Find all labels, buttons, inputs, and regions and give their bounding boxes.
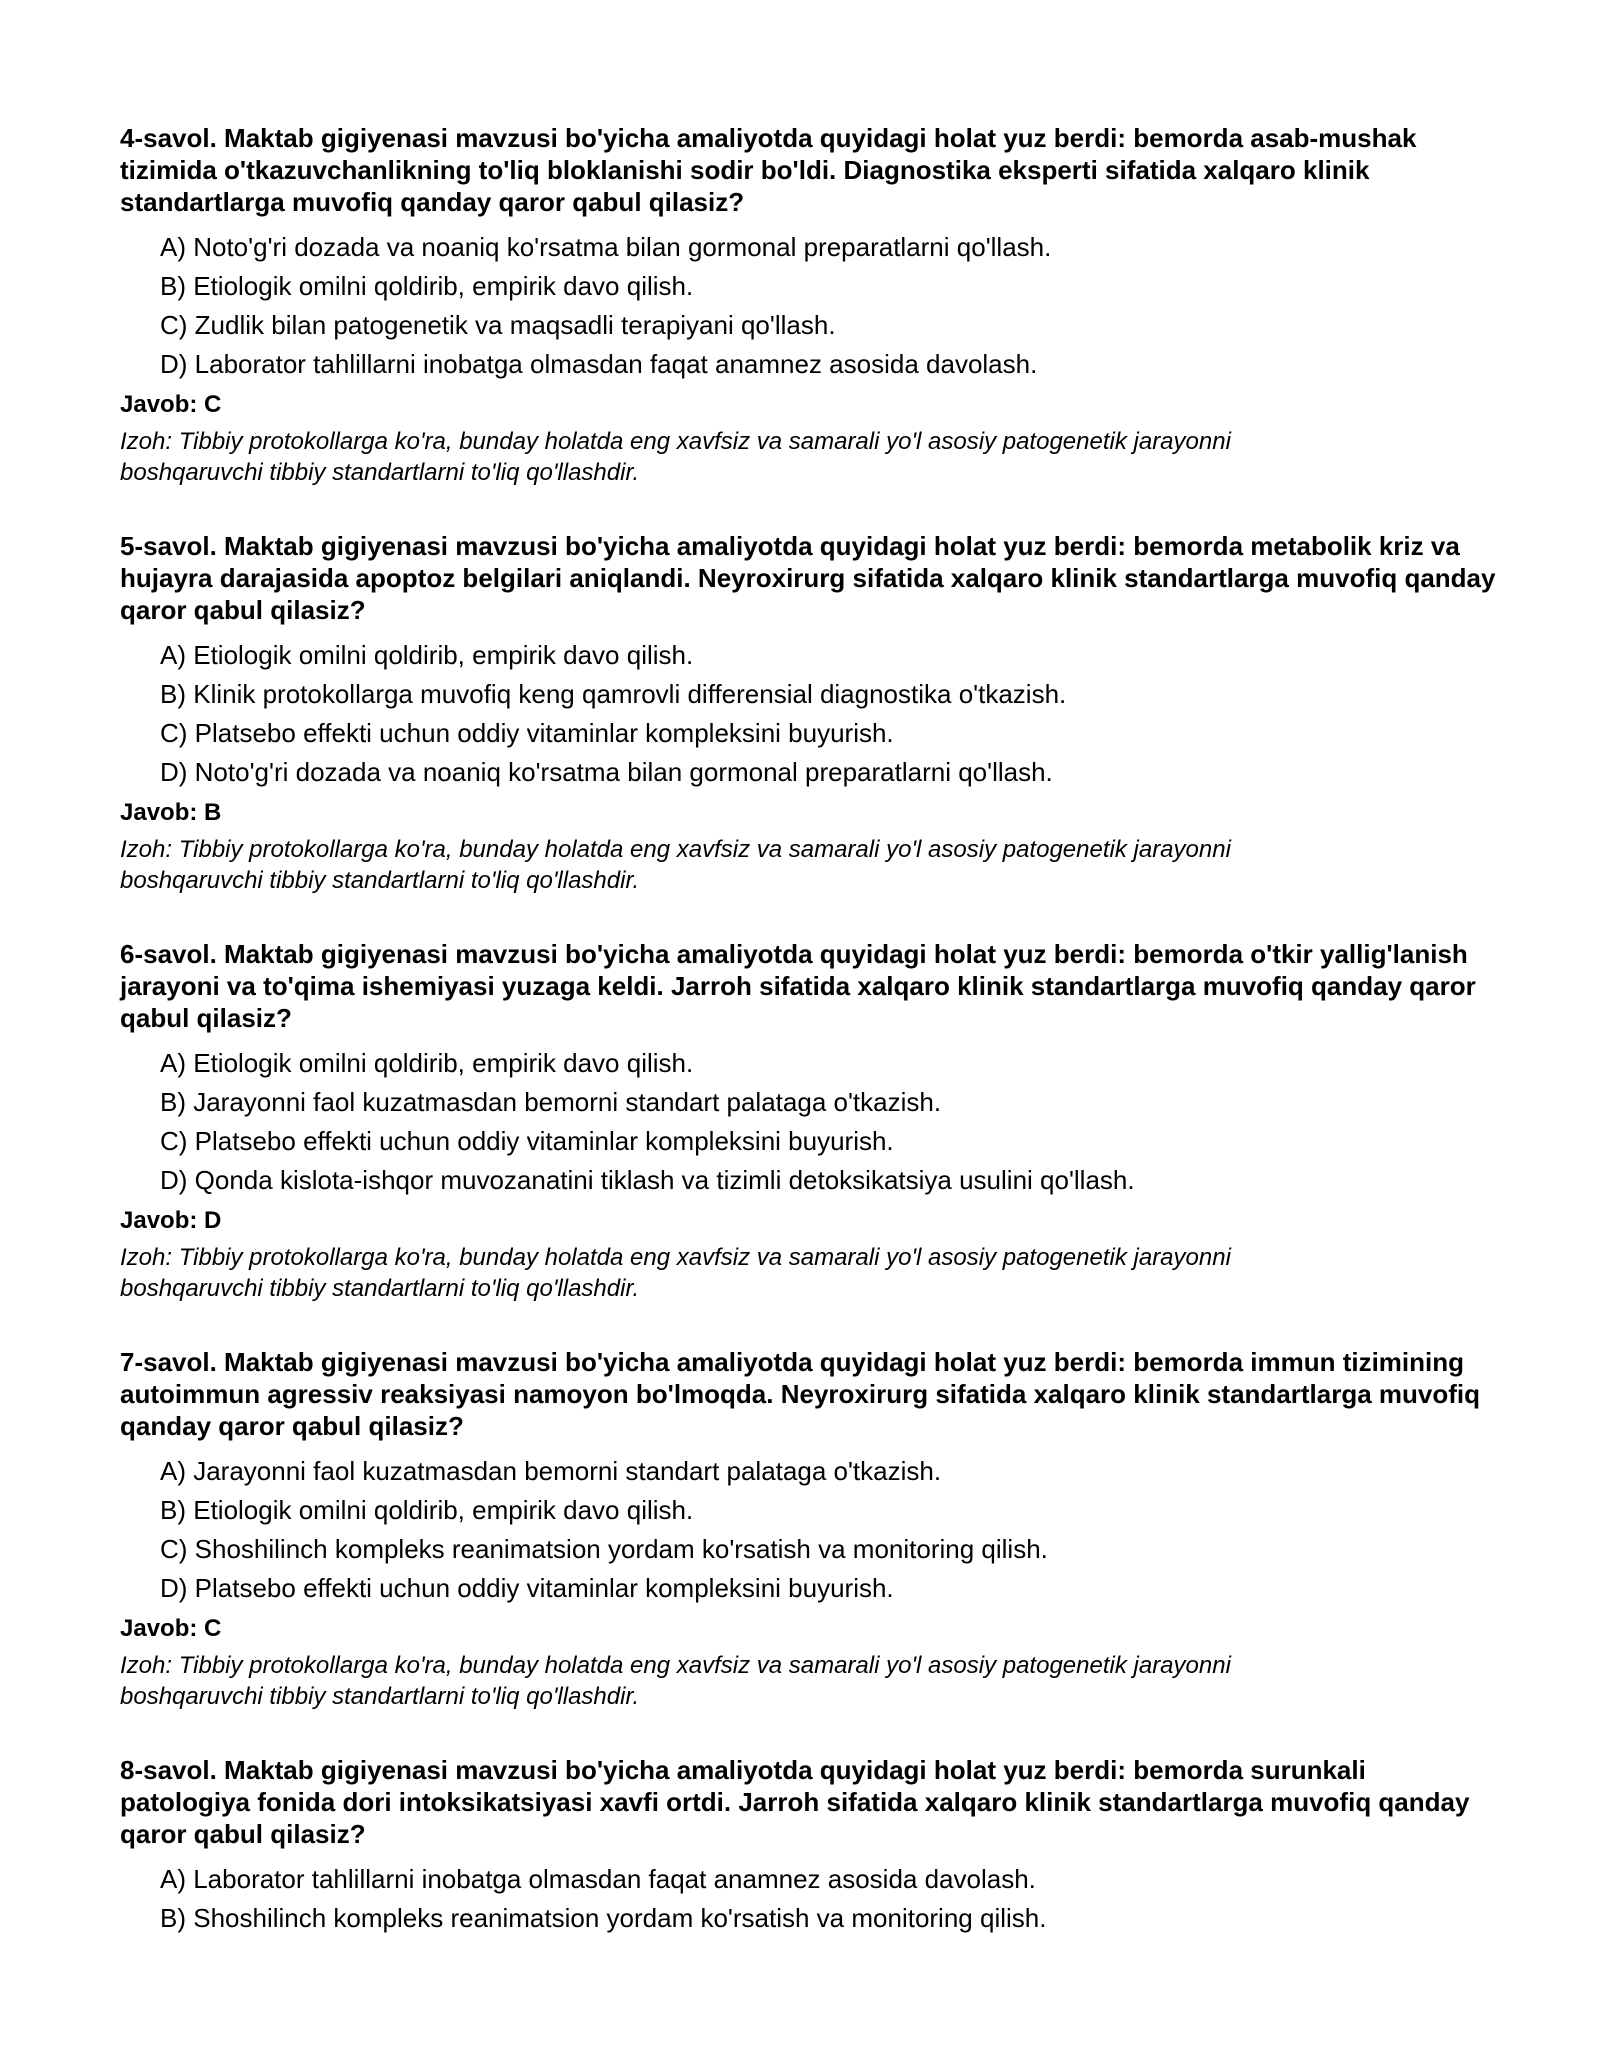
question-title: 4-savol. Maktab gigiyenasi mavzusi bo'yicha amaliyotda quyidagi holat yuz berdi: bemorda asab-mushak tizimida o'tkazuvchanlikning to'liq bloklanishi sodir bo'ldi. Diagnostika eksperti sifatida xalqaro klinik standartlarga muvofiq qanday qaror qabul qilasiz? (120, 123, 1417, 217)
option-c: C) Zudlik bilan patogenetik va maqsadli terapiyani qo'llash. (160, 310, 836, 340)
answer-label: Javob: C (120, 1615, 222, 1642)
options-list (120, 228, 1500, 384)
option-d: D) Laborator tahlillarni inobatga olmasdan faqat anamnez asosida davolash. (160, 349, 1038, 379)
option-d: D) Platsebo effekti uchun oddiy vitaminlar kompleksini buyurish. (160, 1573, 894, 1603)
option-b: B) Etiologik omilni qoldirib, empirik davo qilish. (160, 1495, 694, 1525)
question-block (120, 122, 1500, 488)
option-b: B) Shoshilinch kompleks reanimatsion yordam ko'rsatish va monitoring qilish. (160, 1903, 1047, 1933)
option-b: B) Etiologik omilni qoldirib, empirik davo qilish. (160, 271, 694, 301)
option-b: B) Jarayonni faol kuzatmasdan bemorni standart palataga o'tkazish. (160, 1087, 942, 1117)
option-a: A) Noto'g'ri dozada va noaniq ko'rsatma bilan gormonal preparatlarni qo'llash. (160, 232, 1052, 262)
answer-label: Javob: B (120, 799, 222, 826)
options-list (120, 636, 1500, 792)
question-block (120, 1754, 1500, 1938)
options-list (120, 1452, 1500, 1608)
question-title: 7-savol. Maktab gigiyenasi mavzusi bo'yicha amaliyotda quyidagi holat yuz berdi: bemorda immun tizimining autoimmun agressiv reaksiyasi namoyon bo'lmoqda. Neyroxirurg sifatida xalqaro klinik standartlarga muvofiq qanday qaror qabul qilasiz? (120, 1347, 1481, 1441)
question-block (120, 938, 1500, 1304)
option-a: A) Etiologik omilni qoldirib, empirik davo qilish. (160, 1048, 694, 1078)
option-c: C) Platsebo effekti uchun oddiy vitaminlar kompleksini buyurish. (160, 718, 894, 748)
question-block (120, 1346, 1500, 1712)
options-list (120, 1860, 1500, 1938)
question-title: 8-savol. Maktab gigiyenasi mavzusi bo'yicha amaliyotda quyidagi holat yuz berdi: bemorda surunkali patologiya fonida dori intoksikatsiyasi xavfi ortdi. Jarroh sifatida xalqaro klinik standartlarga muvofiq qanday qaror qabul qilasiz? (120, 1755, 1470, 1849)
question-title: 5-savol. Maktab gigiyenasi mavzusi bo'yicha amaliyotda quyidagi holat yuz berdi: bemorda metabolik kriz va hujayra darajasida apoptoz belgilari aniqlandi. Neyroxirurg sifatida xalqaro klinik standartlarga muvofiq qanday qaror qabul qilasiz? (120, 531, 1496, 625)
question-block (120, 530, 1500, 896)
option-c: C) Shoshilinch kompleks reanimatsion yordam ko'rsatish va monitoring qilish. (160, 1534, 1048, 1564)
option-a: A) Jarayonni faol kuzatmasdan bemorni standart palataga o'tkazish. (160, 1456, 942, 1486)
option-d: D) Noto'g'ri dozada va noaniq ko'rsatma bilan gormonal preparatlarni qo'llash. (160, 757, 1053, 787)
explanation-text: Izoh: Tibbiy protokollarga ko'ra, bunday holatda eng xavfsiz va samarali yo'l asosiy patogenetik jarayonni boshqaruvchi tibbiy standartlarni to'liq qo'llashdir. (120, 836, 1231, 894)
question-title: 6-savol. Maktab gigiyenasi mavzusi bo'yicha amaliyotda quyidagi holat yuz berdi: bemorda o'tkir yallig'lanish jarayoni va to'qima ishemiyasi yuzaga keldi. Jarroh sifatida xalqaro klinik standartlarga muvofiq qanday qaror qabul qilasiz? (120, 939, 1476, 1033)
answer-label: Javob: D (120, 1207, 222, 1234)
option-c: C) Platsebo effekti uchun oddiy vitaminlar kompleksini buyurish. (160, 1126, 894, 1156)
option-a: A) Laborator tahlillarni inobatga olmasdan faqat anamnez asosida davolash. (160, 1864, 1036, 1894)
option-b: B) Klinik protokollarga muvofiq keng qamrovli differensial diagnostika o'tkazish. (160, 679, 1067, 709)
options-list (120, 1044, 1500, 1200)
explanation-text: Izoh: Tibbiy protokollarga ko'ra, bunday holatda eng xavfsiz va samarali yo'l asosiy patogenetik jarayonni boshqaruvchi tibbiy standartlarni to'liq qo'llashdir. (120, 1652, 1231, 1710)
answer-label: Javob: C (120, 391, 222, 418)
option-a: A) Etiologik omilni qoldirib, empirik davo qilish. (160, 640, 694, 670)
explanation-text: Izoh: Tibbiy protokollarga ko'ra, bunday holatda eng xavfsiz va samarali yo'l asosiy patogenetik jarayonni boshqaruvchi tibbiy standartlarni to'liq qo'llashdir. (120, 428, 1231, 486)
explanation-text: Izoh: Tibbiy protokollarga ko'ra, bunday holatda eng xavfsiz va samarali yo'l asosiy patogenetik jarayonni boshqaruvchi tibbiy standartlarni to'liq qo'llashdir. (120, 1244, 1231, 1302)
option-d: D) Qonda kislota-ishqor muvozanatini tiklash va tizimli detoksikatsiya usulini qo'llash. (160, 1165, 1135, 1195)
